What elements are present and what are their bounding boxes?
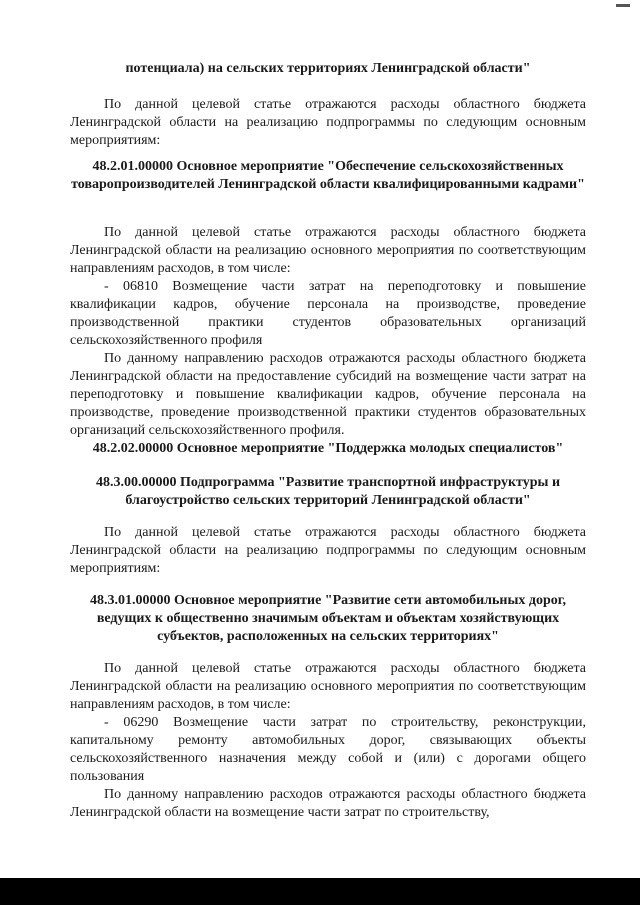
intro-paragraph-2: По данной целевой статье отражаются расходы областного бюджета Ленинградской области на реализацию подпрограммы по следующим основным мероприятиям: xyxy=(70,525,586,576)
item-06290: - 06290 Возмещение части затрат по строительству, реконструкции, капитальному ремонту автомобильных дорог, связывающих объекты сельскохозяйственного назначения между собой и (или) с дорогами общего пользования xyxy=(70,715,586,784)
item-06810: - 06810 Возмещение части затрат на переподготовку и повышение квалификации кадров, обучение персонала на производстве, проведение производственной практики студентов образовательных организаций сельскохозяйственного профиля xyxy=(70,279,586,348)
paragraph-48-2-01-intro: По данной целевой статье отражаются расходы областного бюджета Ленинградской области на реализацию основного мероприятия по соответствующим направлениям расходов, в том числе: xyxy=(70,225,586,276)
paragraph-48-3-01-intro: По данной целевой статье отражаются расходы областного бюджета Ленинградской области на реализацию основного мероприятия по соответствующим направлениям расходов, в том числе: xyxy=(70,661,586,712)
section-heading-continued: потенциала) на сельских территориях Ленинградской области" xyxy=(125,61,531,76)
intro-paragraph: По данной целевой статье отражаются расходы областного бюджета Ленинградской области на реализацию подпрограммы по следующим основным мероприятиям: xyxy=(70,97,586,148)
heading-48-2-02: 48.2.02.00000 Основное мероприятие "Поддержка молодых специалистов" xyxy=(92,441,564,456)
paragraph-06290-description: По данному направлению расходов отражаются расходы областного бюджета Ленинградской области на возмещение части затрат по строительству, xyxy=(70,787,586,820)
heading-48-3-00: 48.3.00.00000 Подпрограмма "Развитие транспортной инфраструктуры и благоустройство сельских территорий Ленинградской области" xyxy=(95,475,561,508)
paragraph-06810-description: По данному направлению расходов отражаются расходы областного бюджета Ленинградской области на предоставление субсидий на возмещение части затрат на переподготовку и повышение квалификации кадров, обучение персонала на производстве, проведение производственной практики студентов образовательных организаций сельскохозяйственного профиля. xyxy=(70,351,586,438)
heading-48-2-01: 48.2.01.00000 Основное мероприятие "Обеспечение сельскохозяйственных товаропроизводителей Ленинградской области квалифицированными кадрами" xyxy=(71,159,585,192)
scan-bottom-band xyxy=(0,878,640,905)
scan-artifact xyxy=(616,4,630,7)
heading-48-3-01: 48.3.01.00000 Основное мероприятие "Развитие сети автомобильных дорог, ведущих к общественно значимым объектам и объектам хозяйствующих субъектов, расположенных на сельских территориях" xyxy=(89,593,567,644)
